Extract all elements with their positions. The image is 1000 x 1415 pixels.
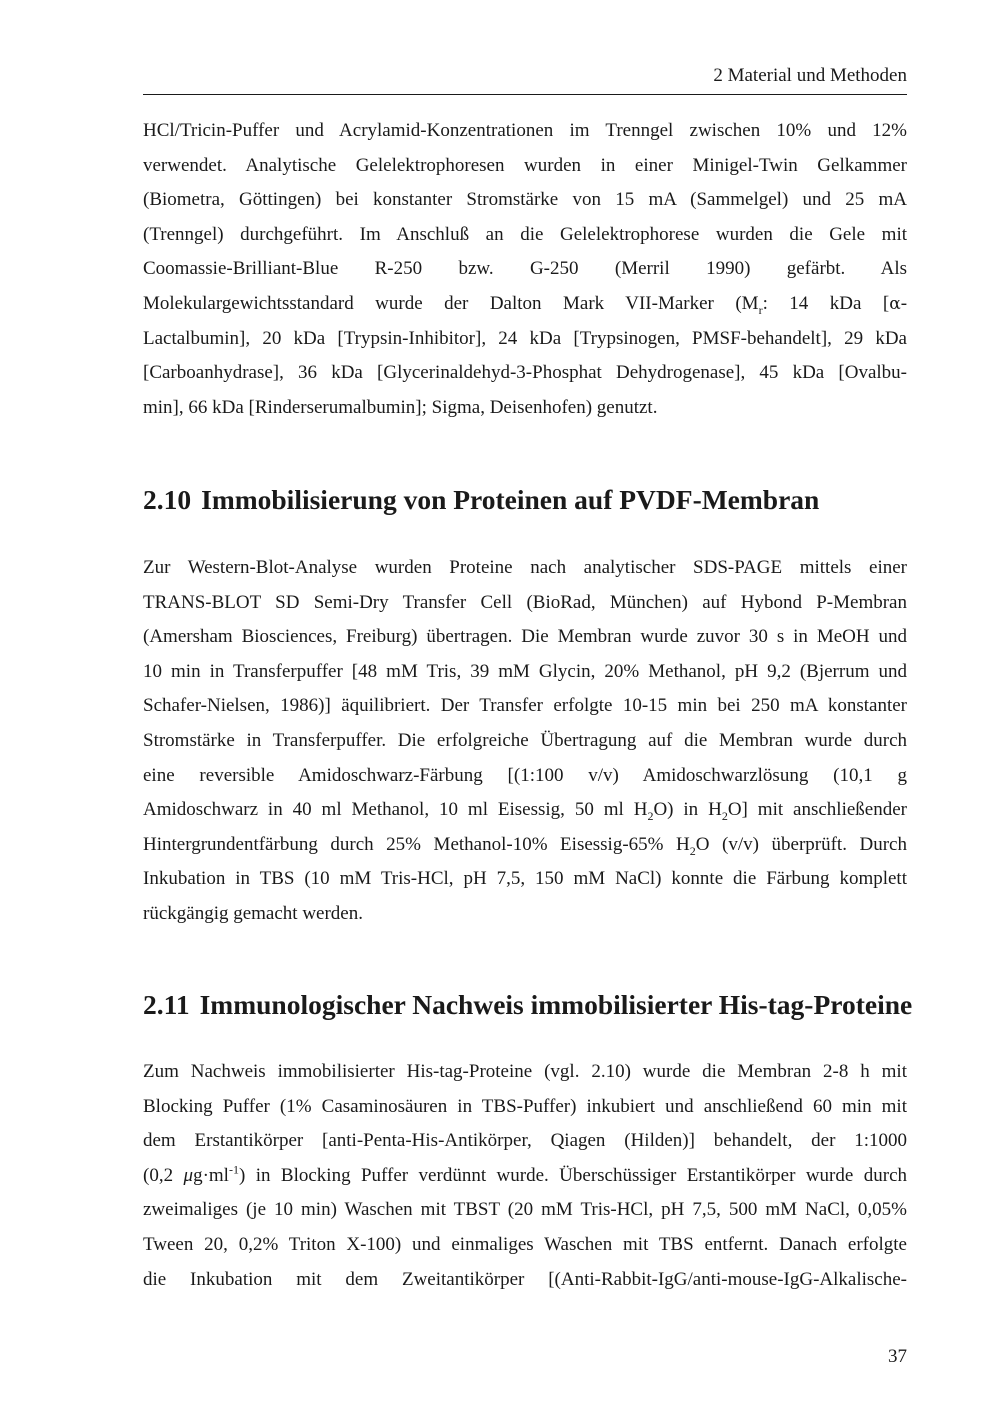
subscript: 2 xyxy=(721,808,728,823)
text-line: die Inkubation mit dem Zweitantikörper [(Anti-Rabbit-IgG/anti-mouse-IgG-Alkalische- xyxy=(143,1268,907,1290)
text-run: Tris-HCl, pH 7,5, 500 m xyxy=(572,1199,781,1221)
paragraph-immunological-detection xyxy=(143,1055,907,1297)
paragraph-gel-electrophoresis xyxy=(143,114,907,425)
text-run: g·ml xyxy=(193,1164,229,1186)
text-run: zweimaliges (je 10 min) Waschen mit TBST (20 m xyxy=(143,1199,556,1221)
text-line: Blocking Puffer (1% Casaminosäuren in TBS-Puffer) inkubiert und anschließend 60 min mit xyxy=(143,1095,907,1117)
text-line: (Trenngel) durchgeführt. Im Anschluß an die Gelelektrophorese wurden die Gele mit xyxy=(143,223,907,245)
text-line: eine reversible Amidoschwarz-Färbung [(1:100 v/v) Amidoschwarzlösung (10,1 g xyxy=(143,764,907,786)
section-heading-2-11 xyxy=(143,988,923,1022)
text-run: O) in H xyxy=(653,799,722,821)
molar-unit: M xyxy=(400,660,418,682)
text-line: rückgängig gemacht werden. xyxy=(143,902,363,924)
text-line xyxy=(143,1193,907,1228)
text-line: (Amersham Biosciences, Freiburg) übertragen. Die Membran wurde zuvor 30 s in MeOH und xyxy=(143,626,907,648)
text-line: Schafer-Nielsen, 1986)] äquilibriert. Der Transfer erfolgte 10-15 min bei 250 mA konstanter xyxy=(143,695,907,717)
molar-unit: M xyxy=(780,1199,798,1221)
section-title: Immunologischer Nachweis immobilisierter His-tag-Proteine xyxy=(199,989,913,1020)
text-run: NaCl, 0,05% xyxy=(797,1199,907,1221)
text-line: Lactalbumin], 20 kDa [Trypsin-Inhibitor], 24 kDa [Trypsinogen, PMSF-behandelt], 29 kDa xyxy=(143,327,907,349)
text-line: Zur Western-Blot-Analyse wurden Proteine nach analytischer SDS-PAGE mittels einer xyxy=(143,557,907,578)
section-number: 2.11 xyxy=(143,989,190,1020)
text-run: O (v/v) überprüft. Durch xyxy=(695,833,907,855)
chapter-title: 2 Material und Methoden xyxy=(713,65,907,86)
text-line xyxy=(143,287,907,322)
text-line: Coomassie-Brilliant-Blue R-250 bzw. G-250 (Merril 1990) gefärbt. Als xyxy=(143,258,907,280)
text-line: Zum Nachweis immobilisierter His-tag-Proteine (vgl. 2.10) wurde die Membran 2-8 h mit xyxy=(143,1061,907,1082)
section-title: Immobilisierung von Proteinen auf PVDF-Membran xyxy=(201,484,820,515)
molar-unit: M xyxy=(354,868,372,890)
text-run: Hintergrundentfärbung durch 25% Methanol-10% Eisessig-65% H xyxy=(143,833,690,855)
superscript: -1 xyxy=(228,1162,239,1177)
text-run: - xyxy=(900,292,908,314)
text-run: Tris, 39 m xyxy=(417,660,514,682)
subscript: 2 xyxy=(647,808,654,823)
subscript: 2 xyxy=(689,843,696,858)
text-line: min], 66 kDa [Rinderserumalbumin]; Sigma, Deisenhofen) genutzt. xyxy=(143,396,658,418)
section-number: 2.10 xyxy=(143,484,192,515)
mu-symbol: μ xyxy=(183,1164,194,1186)
section-heading-2-10 xyxy=(143,483,923,517)
text-run: Inkubation in TBS (10 m xyxy=(143,868,355,890)
text-line: HCl/Tricin-Puffer und Acrylamid-Konzentrationen im Trenngel zwischen 10% und 12% xyxy=(143,120,907,141)
alpha-symbol: α xyxy=(889,293,901,314)
text-run: Tris-HCl, pH 7,5, 150 m xyxy=(371,868,589,890)
text-run: ) in Blocking Puffer verdünnt wurde. Überschüssiger Erstantikörper wurde durch xyxy=(238,1164,908,1186)
text-line: TRANS-BLOT SD Semi-Dry Transfer Cell (BioRad, München) auf Hybond P-Membran xyxy=(143,591,907,613)
text-run: 10 min in Transferpuffer [48 m xyxy=(143,660,401,682)
text-run: Glycin, 20% Methanol, pH 9,2 (Bjerrum und xyxy=(529,660,907,682)
text-run: Amidoschwarz in 40 ml Methanol, 10 ml Eisessig, 50 ml H xyxy=(143,799,648,821)
text-line: Tween 20, 0,2% Triton X-100) und einmaliges Waschen mit TBS entfernt. Danach erfolgte xyxy=(143,1233,907,1255)
running-header xyxy=(143,62,907,95)
text-run: Molekulargewichtsstandard wurde der Dalton Mark VII-Marker (M xyxy=(143,292,759,314)
subscript: r xyxy=(758,302,763,317)
molar-unit: M xyxy=(513,660,530,682)
text-line xyxy=(143,793,907,828)
text-run: (0,2 xyxy=(143,1164,184,1186)
text-line xyxy=(143,655,907,690)
text-line: verwendet. Analytische Gelelektrophoresen wurden in einer Minigel-Twin Gelkammer xyxy=(143,154,907,176)
text-line: [Carboanhydrase], 36 kDa [Glycerinaldehyd-3-Phosphat Dehydrogenase], 45 kDa [Ovalbu- xyxy=(143,362,907,384)
text-line xyxy=(143,862,907,897)
molar-unit: M xyxy=(588,868,606,890)
paragraph-western-blot xyxy=(143,551,907,932)
text-line: dem Erstantikörper [anti-Penta-His-Antikörper, Qiagen (Hilden)] behandelt, der 1:1000 xyxy=(143,1130,907,1152)
molar-unit: M xyxy=(555,1199,573,1221)
text-line xyxy=(143,1159,907,1194)
page-number: 37 xyxy=(888,1346,907,1367)
text-line: Stromstärke in Transferpuffer. Die erfolgreiche Übertragung auf die Membran wurde durch xyxy=(143,729,907,751)
text-line xyxy=(143,828,907,863)
text-run: NaCl) konnte die Färbung komplett xyxy=(605,868,907,890)
text-run: : 14 kDa [ xyxy=(762,292,890,314)
text-line: (Biometra, Göttingen) bei konstanter Stromstärke von 15 mA (Sammelgel) und 25 mA xyxy=(143,189,907,211)
text-run: O] mit anschließender xyxy=(727,799,907,821)
